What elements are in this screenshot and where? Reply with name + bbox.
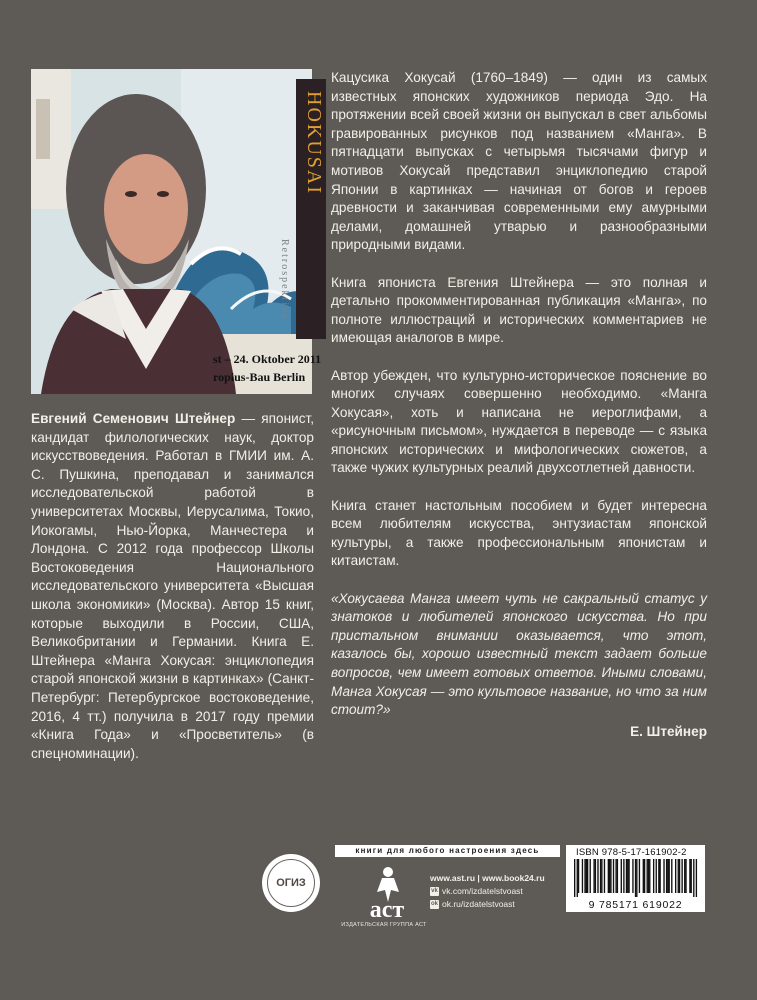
barcode-bar bbox=[587, 859, 588, 893]
description-paragraph-2: Книга япониста Евгения Штейнера — это полная и детально прокомментированная публикация «Манга», по полноте иллюстраций и исторических комментариев не имеющая аналогов в мире. bbox=[331, 274, 707, 346]
barcode-bar bbox=[613, 859, 614, 893]
barcode-bar bbox=[632, 859, 633, 893]
barcode-bar bbox=[678, 859, 679, 893]
barcode-bar bbox=[615, 859, 616, 893]
barcode-bar bbox=[648, 859, 649, 893]
barcode-bar bbox=[671, 859, 672, 893]
barcode-bar bbox=[586, 859, 587, 893]
ok-link-text: ok.ru/izdatelstvoast bbox=[442, 899, 515, 909]
websites-link[interactable]: www.ast.ru | www.book24.ru bbox=[430, 873, 545, 883]
author-name: Евгений Семенович Штейнер bbox=[31, 411, 236, 426]
barcode-bar bbox=[666, 859, 667, 893]
barcode-bar bbox=[667, 859, 668, 893]
barcode-bar bbox=[609, 859, 610, 893]
barcode-bar bbox=[649, 859, 650, 893]
barcode-bar bbox=[617, 859, 618, 893]
book-description bbox=[331, 69, 707, 741]
author-photo bbox=[31, 69, 325, 394]
publisher-links bbox=[430, 872, 545, 911]
barcode-bar bbox=[636, 859, 637, 897]
author-quote: «Хокусаева Манга имеет чуть не сакральный статус у знатоков и любителей японского искусства. Но при пристальном внимании оказывается, что этот, казалось бы, хорошо известный текст задает больше вопросов, чем имеет готовых ответов. Иными словами, Манга Хокусая — это культовое название, но что за ним стоит?» bbox=[331, 590, 707, 718]
barcode-bar bbox=[623, 859, 624, 893]
barcode-bar bbox=[595, 859, 596, 893]
ast-logo-text: аст bbox=[369, 897, 405, 923]
vk-link[interactable] bbox=[430, 885, 545, 898]
barcode-bar bbox=[584, 859, 585, 893]
barcode bbox=[566, 845, 705, 912]
ok-icon: ok bbox=[430, 901, 438, 907]
exhibit-dates: st – 24. Oktober 2011 bbox=[213, 352, 322, 366]
barcode-bar bbox=[574, 859, 575, 897]
barcode-bar bbox=[578, 859, 579, 893]
ast-caption: ИЗДАТЕЛЬСКАЯ ГРУППА АСТ bbox=[341, 922, 427, 928]
vk-link-text: vk.com/izdatelstvoast bbox=[442, 886, 523, 896]
author-bio bbox=[31, 410, 314, 763]
isbn: ISBN 978-5-17-161902-2 bbox=[576, 847, 687, 858]
publisher-slogan: книги для любого настроения здесь bbox=[335, 845, 560, 857]
barcode-bar bbox=[604, 859, 605, 893]
barcode-bar bbox=[679, 859, 680, 893]
barcode-bar bbox=[593, 859, 594, 893]
barcode-bar bbox=[582, 859, 583, 893]
barcode-bar bbox=[610, 859, 611, 893]
barcode-bar bbox=[693, 859, 694, 897]
barcode-bar bbox=[659, 859, 660, 893]
exhibition-banner bbox=[296, 79, 326, 339]
barcode-bar bbox=[601, 859, 602, 893]
barcode-bar bbox=[626, 859, 627, 893]
barcode-bar bbox=[635, 859, 636, 897]
barcode-bar bbox=[658, 859, 659, 893]
barcode-bar bbox=[656, 859, 657, 893]
barcode-bar bbox=[684, 859, 685, 893]
barcode-bar bbox=[669, 859, 670, 893]
barcode-bar bbox=[681, 859, 682, 893]
vk-icon: vk bbox=[431, 888, 438, 894]
ogiz-logo-text: ОГИЗ bbox=[267, 859, 315, 907]
banner-subtitle: Retrospektive bbox=[279, 239, 290, 321]
barcode-bar bbox=[691, 859, 692, 893]
barcode-bar bbox=[627, 859, 628, 893]
quote-signature: Е. Штейнер bbox=[630, 723, 707, 739]
ok-link[interactable] bbox=[430, 898, 545, 911]
ast-logo bbox=[347, 862, 427, 922]
exhibit-venue: ropius-Bau Berlin bbox=[213, 370, 306, 384]
barcode-bar bbox=[600, 859, 601, 893]
barcode-bar bbox=[590, 859, 591, 893]
barcode-bar bbox=[675, 859, 676, 893]
barcode-bar bbox=[577, 859, 578, 897]
barcode-bar bbox=[696, 859, 697, 897]
barcode-bar bbox=[663, 859, 664, 893]
barcode-bar bbox=[639, 859, 640, 893]
barcode-bar bbox=[621, 859, 622, 893]
banner-title: HOKUSAI bbox=[303, 91, 325, 195]
description-paragraph-4: Книга станет настольным пособием и будет интересна всем любителям искусства, энтузиастам японской культуры, а также профессиональным японистам и китаистам. bbox=[331, 497, 707, 569]
barcode-digits: 9 785171 619022 bbox=[588, 899, 683, 911]
barcode-bar bbox=[597, 859, 598, 893]
ogiz-logo bbox=[262, 854, 320, 912]
barcode-bar bbox=[608, 859, 609, 893]
barcode-bar bbox=[653, 859, 654, 893]
barcode-bars bbox=[574, 859, 697, 897]
barcode-bar bbox=[689, 859, 690, 893]
barcode-bar bbox=[644, 859, 645, 893]
barcode-bar bbox=[647, 859, 648, 893]
description-paragraph-1: Кацусика Хокусай (1760–1849) — один из самых известных японских художников периода Эдо. На протяжении всей своей жизни он выпускал в свет альбомы гравированных рисунков под названием «Манга». В пятнадцати выпусках с четырьмя тысячами фигур и мотивов Хокусай представил энциклопедию старой Японии в картинках — начиная от богов и героев древности и заканчивая современными ему амурными делами, домашней утварью и разнообразными природными видами. bbox=[331, 70, 707, 253]
description-paragraph-3: Автор убежден, что культурно-историческое пояснение во многих случаях совершенно необходимо. «Манга Хокусая», хоть и написана не иероглифами, а «рисуночным письмом», нуждается в переводе — с языка японских исторических и мифологических сюжетов, а также чужих культурных реалий двухсотлетней давности. bbox=[331, 367, 707, 476]
barcode-bar bbox=[643, 859, 644, 893]
author-bio-text: — японист, кандидат филологических наук, доктор искусствоведения. Работал в ГМИИ им. А. С. Пушкина, преподавал и занимался исследовательской работой в университетах Москвы, Иерусалима, Токио, Иокогамы, Нью-Йорка, Манчестера и Лондона. С 2012 года профессор Школы Востоковедения Национального исследовательского университета «Высшая школа экономики» (Москва). Автор 15 книг, которые выходили в России, США, Великобритании и Германии. Книга Е. Штейнера «Манга Хокусая: энциклопедия старой японской жизни в картинках» (Санкт-Петербург: Петербургское востоковедение, 2016, 4 тт.) получила в 2017 году премии «Книга Года» и «Просветитель» (в спецноминации). bbox=[31, 411, 314, 761]
barcode-bar bbox=[685, 859, 686, 893]
barcode-bar bbox=[628, 859, 629, 893]
